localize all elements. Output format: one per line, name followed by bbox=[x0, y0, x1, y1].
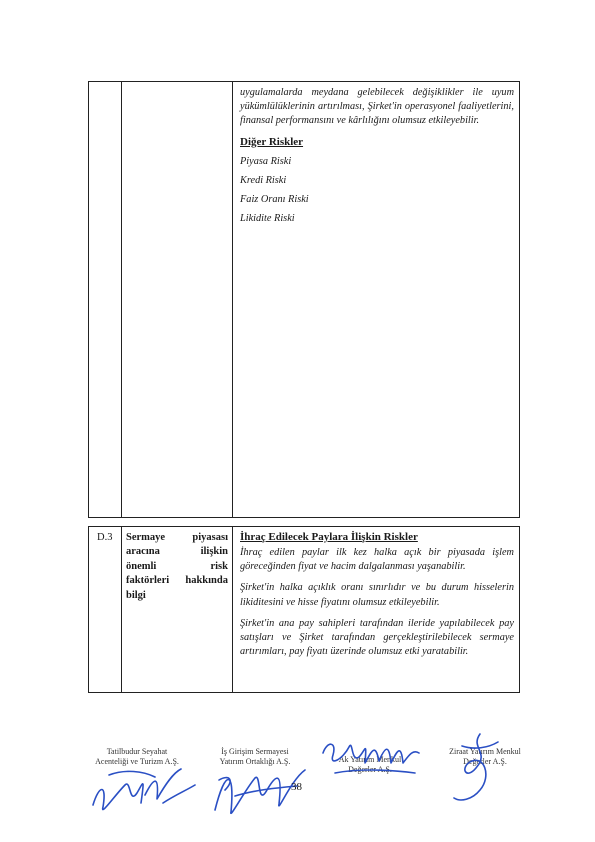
company-name-line: Değerler A.Ş. bbox=[348, 764, 392, 774]
column-divider bbox=[232, 527, 233, 692]
risk-paragraph: İhraç edilen paylar ilk kez halka açık bir piyasada işlem göreceğinden fiyat ve hacim dalgalanması yaşanabilir. bbox=[240, 547, 514, 573]
section-title bbox=[126, 531, 228, 603]
signature-ak-yatirim bbox=[315, 733, 425, 788]
company-name-line: Yatırım Ortaklığı A.Ş. bbox=[219, 756, 291, 766]
regulation-risk-paragraph: uygulamalarda meydana gelebilecek değişiklikler ile uyum yükümlülüklerinin artırılması, Şirket'in operasyonel faaliyetlerini, finansal performansını ve kârlılığını olumsuz etkileyebilir. bbox=[240, 87, 514, 127]
column-divider bbox=[232, 82, 233, 517]
signature-tatilbudur bbox=[85, 755, 205, 820]
signature-ziraat bbox=[440, 728, 510, 808]
section-title-word: Sermaye bbox=[126, 532, 166, 543]
risk-table-continuation bbox=[88, 81, 520, 518]
section-title-word: faktörleri bbox=[126, 575, 170, 587]
risk-item: Likidite Riski bbox=[240, 212, 295, 224]
section-title-word: önemli bbox=[126, 560, 157, 572]
company-name-line: Ak Yatırım Menkul bbox=[338, 755, 402, 764]
company-name-line: Tatilbudur Seyahat bbox=[106, 747, 168, 756]
page-number: 38 bbox=[291, 781, 302, 793]
company-name-line: İş Girişim Sermayesi bbox=[221, 747, 289, 756]
share-risks-heading: İhraç Edilecek Paylara İlişkin Riskler bbox=[240, 531, 418, 543]
section-title-word: ilişkin bbox=[200, 546, 228, 558]
company-name-line: Ziraat Yatırım Menkul bbox=[449, 747, 521, 756]
column-divider bbox=[121, 82, 122, 517]
other-risks-heading: Diğer Riskler bbox=[240, 135, 304, 148]
section-title-word: piyasası bbox=[192, 532, 228, 543]
company-name-line: Acenteliği ve Turizm A.Ş. bbox=[95, 756, 179, 766]
risk-paragraph: Şirket'in halka açıklık oranı sınırlıdır ve bu durum hisselerin likiditesini ve hisse fiyatını olumsuz etkileyebilir. bbox=[240, 582, 514, 608]
company-name-line: Değerler A.Ş. bbox=[463, 756, 507, 766]
risk-item: Piyasa Riski bbox=[240, 155, 292, 167]
risk-description-cell bbox=[240, 531, 514, 659]
section-title-word: risk bbox=[210, 560, 228, 572]
section-title-word: bilgi bbox=[126, 589, 146, 601]
section-title-word: hakkında bbox=[185, 575, 228, 587]
section-title-word: aracına bbox=[126, 546, 160, 558]
section-code: D.3 bbox=[97, 532, 113, 543]
risk-paragraph: Şirket'in ana pay sahipleri tarafından ileride yapılabilecek pay satışları ve Şirket tarafından gerçekleştirilebilecek sermaye artırımları, pay fiyatı üzerinde olumsuz etki yaratabilir. bbox=[240, 617, 514, 658]
risk-description-cell bbox=[240, 86, 514, 224]
risk-item: Faiz Oranı Riski bbox=[240, 193, 309, 205]
risk-item: Kredi Riski bbox=[240, 174, 287, 186]
risk-table-d3 bbox=[88, 526, 520, 693]
column-divider bbox=[121, 527, 122, 692]
